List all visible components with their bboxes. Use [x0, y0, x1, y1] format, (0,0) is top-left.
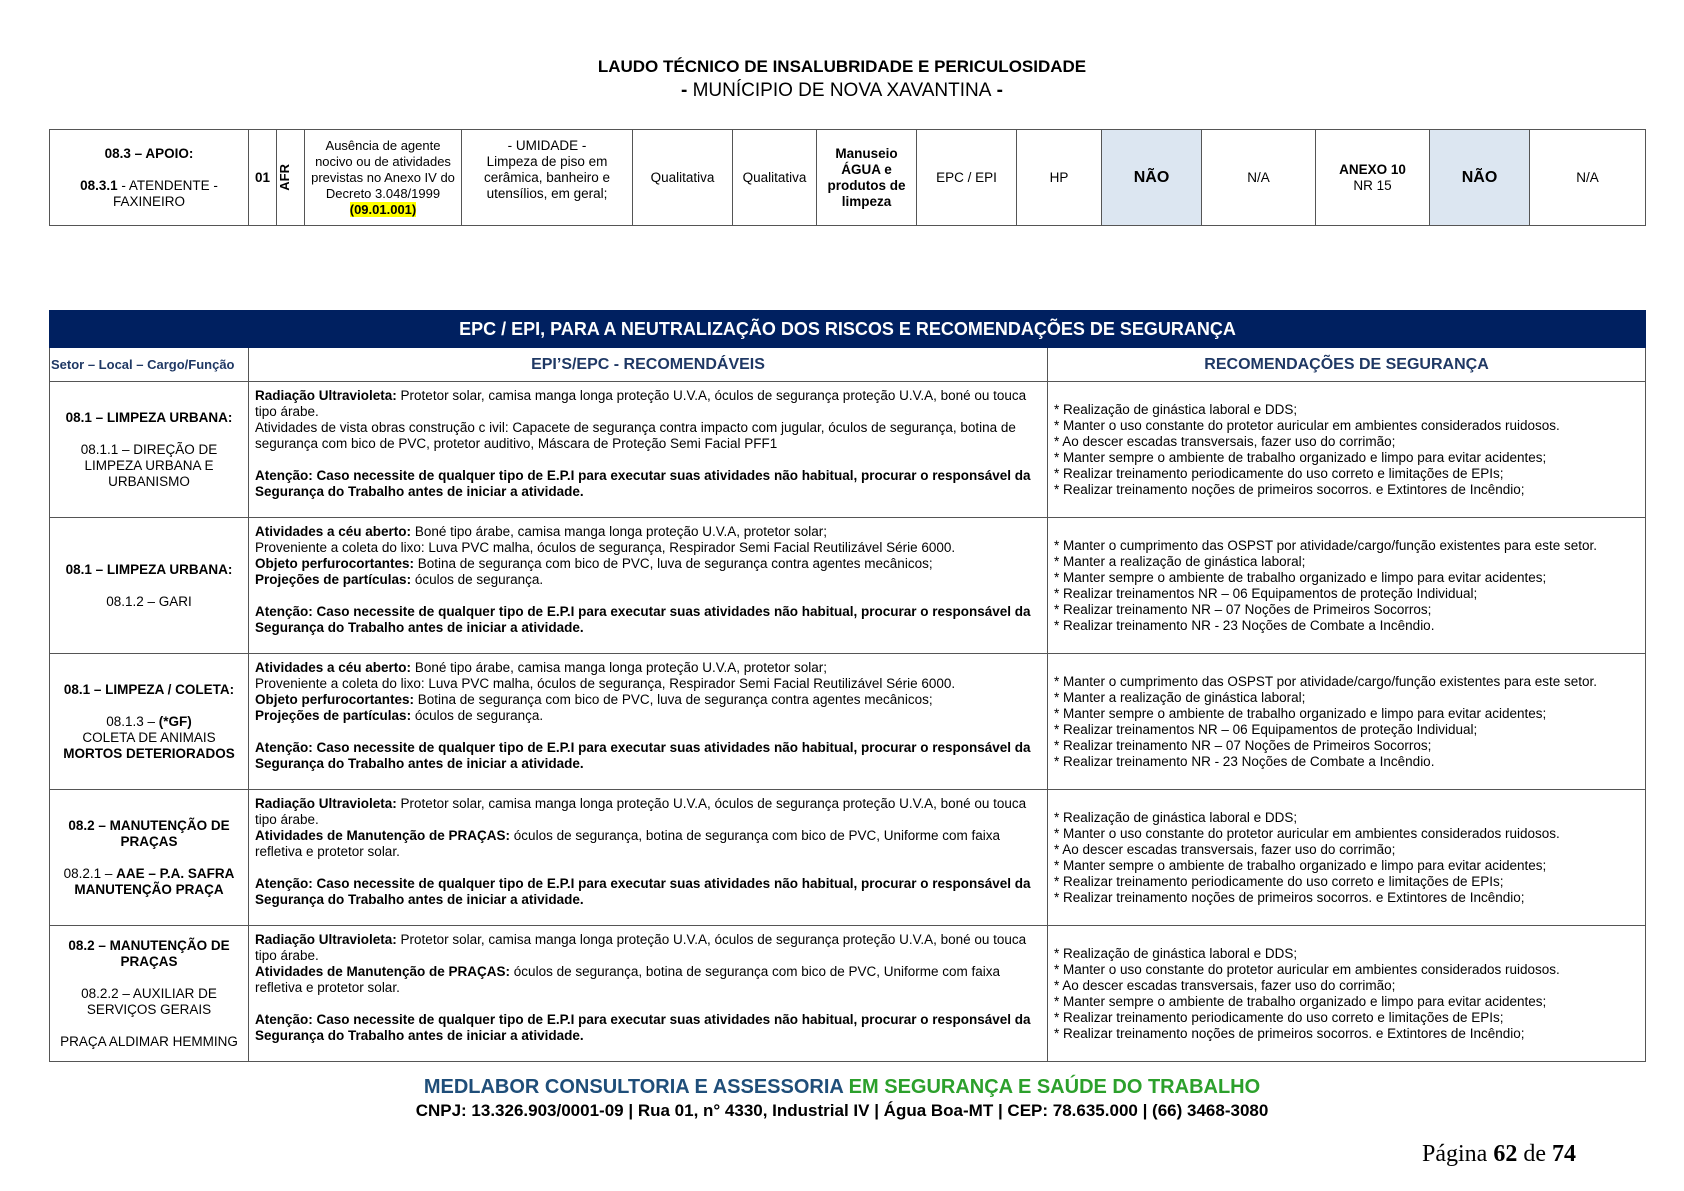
footer-company: MEDLABOR CONSULTORIA E ASSESSORIA EM SEGURANÇA E SAÚDE DO TRABALHO [423, 1076, 1261, 1098]
recommendations-cell: * Realização de ginástica laboral e DDS; * Manter o uso constante do protetor auricular em ambientes considerados ruidosos. * Ao descer escadas transversais, fazer uso do corrimão; * Manter sempre o ambiente de trabalho organizado e limpo para evitar acidentes; * Realizar treinamento periodicamente do uso correto e limitações de EPIs; * Realizar treinamento noções de primeiros socorros. e Extintores de Incêndio; [1048, 382, 1646, 518]
na-cell: N/A [1530, 130, 1646, 226]
footer-address: CNPJ: 13.326.903/0001-09 | Rua 01, n° 4330, Industrial IV | Água Boa-MT | CEP: 78.635.000 | (66) 3468-3080 [415, 1101, 1269, 1120]
periculosity-cell: NÃO [1430, 130, 1530, 226]
evaluation-cell: Qualitativa [733, 130, 817, 226]
hp-cell: HP [1017, 130, 1102, 226]
qty-cell: 01 [249, 130, 277, 226]
source-cell: - UMIDADE - Limpeza de piso em cerâmica, banheiro e utensílios, em geral; [462, 130, 633, 226]
page-number: Página 62 de 74 [1422, 1141, 1576, 1167]
recommendations-cell: * Realização de ginástica laboral e DDS; * Manter o uso constante do protetor auricular em ambientes considerados ruidosos. * Ao descer escadas transversais, fazer uso do corrimão; * Manter sempre o ambiente de trabalho organizado e limpo para evitar acidentes; * Realizar treinamento periodicamente do uso correto e limitações de EPIs; * Realizar treinamento noções de primeiros socorros. e Extintores de Incêndio; [1048, 926, 1646, 1062]
table-row [50, 654, 1646, 790]
risk-type-cell: AFR [277, 130, 305, 226]
setor-cell: 08.2 – MANUTENÇÃO DE PRAÇAS 08.2.1 – AAE – P.A. SAFRA MANUTENÇÃO PRAÇA [50, 790, 249, 926]
agent-code-highlight: (09.01.001) [349, 201, 417, 217]
table-row [50, 790, 1646, 926]
insalubrity-cell: NÃO [1102, 130, 1202, 226]
band-title: EPC / EPI, PARA A NEUTRALIZAÇÃO DOS RISCOS E RECOMENDAÇÕES DE SEGURANÇA [50, 311, 1646, 348]
risk-row-table [49, 129, 1646, 226]
setor-cell: 08.3 – APOIO: 08.3.1 - ATENDENTE - FAXINEIRO [50, 130, 249, 226]
page-title: LAUDO TÉCNICO DE INSALUBRIDADE E PERICULOSIDADE [597, 57, 1087, 76]
recommendations-cell: * Manter o cumprimento das OSPST por atividade/cargo/função existentes para este setor. * Manter a realização de ginástica laboral; * Manter sempre o ambiente de trabalho organizado e limpo para evitar acidentes; * Realizar treinamentos NR – 06 Equipamentos de proteção Individual; * Realizar treinamento NR – 07 Noções de Primeiros Socorros; * Realizar treinamento NR - 23 Noções de Combate a Incêndio. [1048, 654, 1646, 790]
table-band [50, 311, 1646, 348]
epi-cell: Radiação Ultravioleta: Protetor solar, camisa manga longa proteção U.V.A, óculos de segurança proteção U.V.A, boné ou touca tipo árabe. Atividades de Manutenção de PRAÇAS: óculos de segurança, botina de segurança com bico de PVC, Uniforme com faixa refletiva e protetor solar. Atenção: Caso necessite de qualquer tipo de E.P.I para executar suas atividades não habitual, procurar o responsável da Segurança do Trabalho antes de iniciar a atividade. [249, 790, 1048, 926]
column-header: Setor – Local – Cargo/Função [50, 348, 249, 382]
table-row [50, 130, 1646, 226]
epi-cell: Radiação Ultravioleta: Protetor solar, camisa manga longa proteção U.V.A, óculos de segurança proteção U.V.A, boné ou touca tipo árabe. Atividades de Manutenção de PRAÇAS: óculos de segurança, botina de segurança com bico de PVC, Uniforme com faixa refletiva e protetor solar. Atenção: Caso necessite de qualquer tipo de E.P.I para executar suas atividades não habitual, procurar o responsável da Segurança do Trabalho antes de iniciar a atividade. [249, 926, 1048, 1062]
na-cell: N/A [1202, 130, 1316, 226]
recommendations-cell: * Realização de ginástica laboral e DDS; * Manter o uso constante do protetor auricular em ambientes considerados ruidosos. * Ao descer escadas transversais, fazer uso do corrimão; * Manter sempre o ambiente de trabalho organizado e limpo para evitar acidentes; * Realizar treinamento periodicamente do uso correto e limitações de EPIs; * Realizar treinamento noções de primeiros socorros. e Extintores de Incêndio; [1048, 790, 1646, 926]
column-header: EPI’S/EPC - RECOMENDÁVEIS [249, 348, 1048, 382]
table-row [50, 382, 1646, 518]
page-subtitle: - MUNÍCIPIO DE NOVA XAVANTINA - [681, 80, 1003, 101]
protection-cell: EPC / EPI [917, 130, 1017, 226]
setor-cell: 08.1 – LIMPEZA URBANA: 08.1.1 – DIREÇÃO DE LIMPEZA URBANA E URBANISMO [50, 382, 249, 518]
recommendations-cell: * Manter o cumprimento das OSPST por atividade/cargo/função existentes para este setor. * Manter a realização de ginástica laboral; * Manter sempre o ambiente de trabalho organizado e limpo para evitar acidentes; * Realizar treinamentos NR – 06 Equipamentos de proteção Individual; * Realizar treinamento NR – 07 Noções de Primeiros Socorros; * Realizar treinamento NR - 23 Noções de Combate a Incêndio. [1048, 518, 1646, 654]
epi-table [49, 310, 1646, 1062]
epi-cell: Radiação Ultravioleta: Protetor solar, camisa manga longa proteção U.V.A, óculos de segurança proteção U.V.A, boné ou touca tipo árabe. Atividades de vista obras construção c ivil: Capacete de segurança contra impacto com jugular, óculos de segurança, botina de segurança com bico de PVC, protetor auditivo, Máscara de Proteção Semi Facial PFF1 Atenção: Caso necessite de qualquer tipo de E.P.I para executar suas atividades não habitual, procurar o responsável da Segurança do Trabalho antes de iniciar a atividade. [249, 382, 1048, 518]
column-headers [50, 348, 1646, 382]
setor-cell: 08.2 – MANUTENÇÃO DE PRAÇAS 08.2.2 – AUXILIAR DE SERVIÇOS GERAIS PRAÇA ALDIMAR HEMMING [50, 926, 249, 1062]
evaluation-cell: Qualitativa [633, 130, 733, 226]
table-row [50, 518, 1646, 654]
table-row [50, 926, 1646, 1062]
handling-cell: Manuseio ÁGUA e produtos de limpeza [817, 130, 917, 226]
setor-cell: 08.1 – LIMPEZA / COLETA: 08.1.3 – (*GF) COLETA DE ANIMAIS MORTOS DETERIORADOS [50, 654, 249, 790]
annex-cell: ANEXO 10 NR 15 [1316, 130, 1430, 226]
column-header: RECOMENDAÇÕES DE SEGURANÇA [1048, 348, 1646, 382]
agent-cell: Ausência de agente nocivo ou de atividades previstas no Anexo IV do Decreto 3.048/1999 (09.01.001) [305, 130, 462, 226]
setor-cell: 08.1 – LIMPEZA URBANA: 08.1.2 – GARI [50, 518, 249, 654]
epi-cell: Atividades a céu aberto: Boné tipo árabe, camisa manga longa proteção U.V.A, protetor solar; Proveniente a coleta do lixo: Luva PVC malha, óculos de segurança, Respirador Semi Facial Reutilizável Série 6000. Objeto perfurocortantes: Botina de segurança com bico de PVC, luva de segurança contra agentes mecânicos; Projeções de partículas: óculos de segurança. Atenção: Caso necessite de qualquer tipo de E.P.I para executar suas atividades não habitual, procurar o responsável da Segurança do Trabalho antes de iniciar a atividade. [249, 654, 1048, 790]
epi-cell: Atividades a céu aberto: Boné tipo árabe, camisa manga longa proteção U.V.A, protetor solar; Proveniente a coleta do lixo: Luva PVC malha, óculos de segurança, Respirador Semi Facial Reutilizável Série 6000. Objeto perfurocortantes: Botina de segurança com bico de PVC, luva de segurança contra agentes mecânicos; Projeções de partículas: óculos de segurança. Atenção: Caso necessite de qualquer tipo de E.P.I para executar suas atividades não habitual, procurar o responsável da Segurança do Trabalho antes de iniciar a atividade. [249, 518, 1048, 654]
